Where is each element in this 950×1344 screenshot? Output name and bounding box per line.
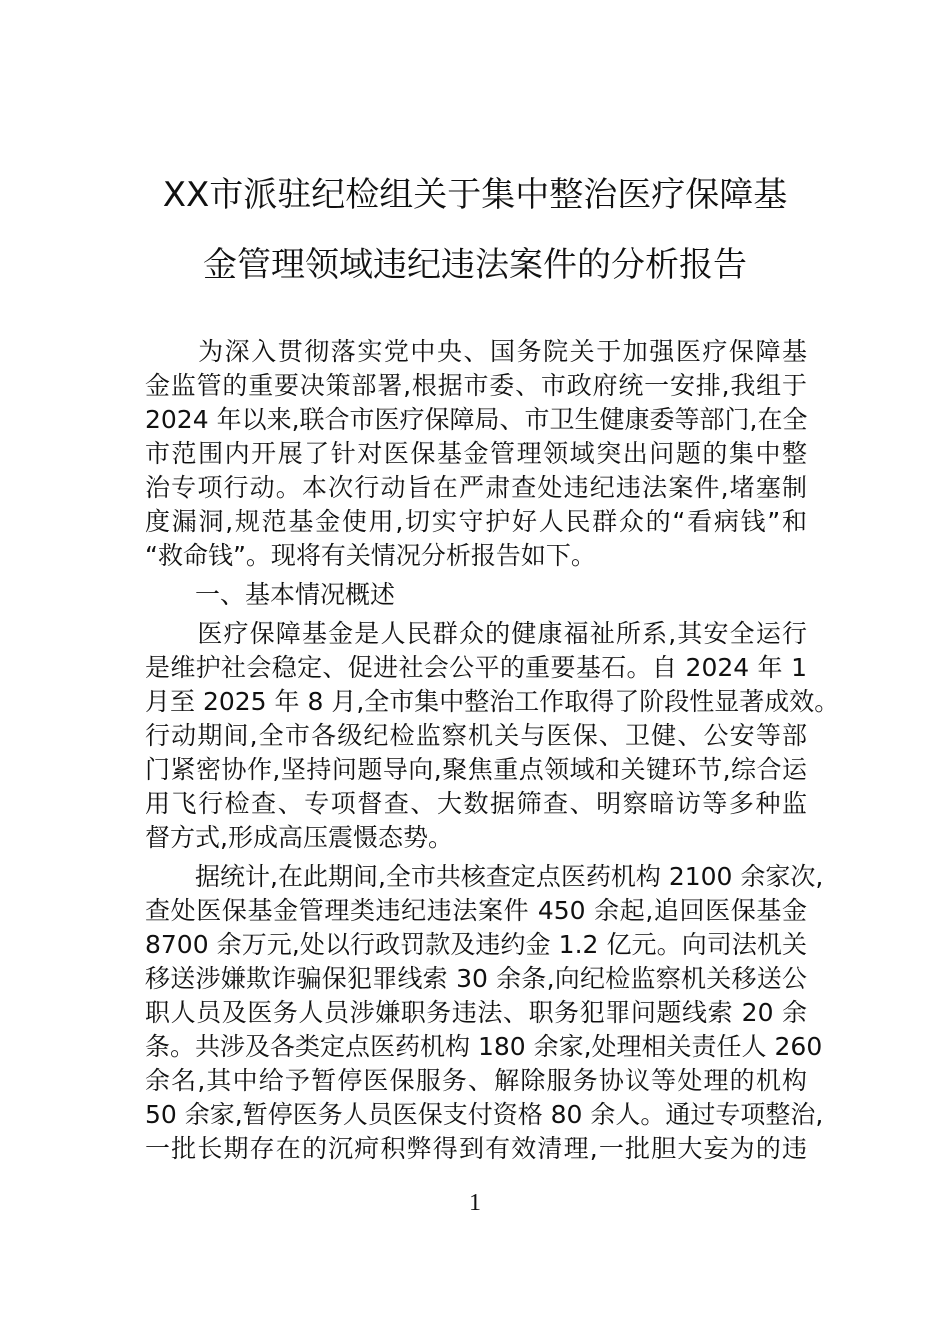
text-line: 职人员及医务人员涉嫌职务违法、职务犯罪问题线索 20 余: [145, 998, 807, 1027]
text-line: 为深入贯彻落实党中央、国务院关于加强医疗保障基: [145, 337, 807, 366]
text-line: 行动期间,全市各级纪检监察机关与医保、卫健、公安等部: [145, 721, 807, 750]
text-line: 50 余家,暂停医务人员医保支付资格 80 余人。通过专项整治,: [145, 1100, 824, 1129]
text-line: 一批长期存在的沉疴积弊得到有效清理,一批胆大妄为的违: [145, 1134, 807, 1163]
overview-paragraph: [145, 617, 840, 855]
text-line: 治专项行动。本次行动旨在严肃查处违纪违法案件,堵塞制: [145, 473, 807, 502]
document-title-line-1: XX市派驻纪检组关于集中整治医疗保障基: [162, 175, 788, 215]
text-line: 移送涉嫌欺诈骗保犯罪线索 30 余条,向纪检监察机关移送公: [145, 964, 807, 993]
text-line: 月至 2025 年 8 月,全市集中整治工作取得了阶段性显著成效。: [145, 687, 840, 716]
text-line: 查处医保基金管理类违纪违法案件 450 余起,追回医保基金: [145, 896, 807, 925]
text-line: 2024 年以来,联合市医疗保障局、市卫生健康委等部门,在全: [145, 405, 808, 434]
text-line: “救命钱”。现将有关情况分析报告如下。: [145, 541, 596, 570]
text-line: 一、基本情况概述: [145, 580, 396, 609]
section-heading: [145, 578, 807, 612]
text-line: 用飞行检查、专项督查、大数据筛查、明察暗访等多种监: [145, 789, 807, 818]
text-line: 据统计,在此期间,全市共核查定点医药机构 2100 余家次,: [145, 862, 824, 891]
text-line: 门紧密协作,坚持问题导向,聚焦重点领域和关键环节,综合运: [145, 755, 807, 784]
text-line: 条。共涉及各类定点医药机构 180 余家,处理相关责任人 260: [145, 1032, 823, 1061]
text-line: 金监管的重要决策部署,根据市委、市政府统一安排,我组于: [145, 371, 807, 400]
text-line: 市范围内开展了针对医保基金管理领域突出问题的集中整: [145, 439, 807, 468]
document-title-line-2: 金管理领域违纪违法案件的分析报告: [203, 245, 747, 285]
text-line: 是维护社会稳定、促进社会公平的重要基石。自 2024 年 1: [145, 653, 807, 682]
text-line: 8700 余万元,处以行政罚款及违约金 1.2 亿元。向司法机关: [145, 930, 807, 959]
page-number: 1: [469, 1190, 481, 1216]
statistics-paragraph: [145, 860, 824, 1166]
text-line: 督方式,形成高压震慑态势。: [145, 823, 453, 852]
text-line: 度漏洞,规范基金使用,切实守护好人民群众的“看病钱”和: [145, 507, 807, 536]
document-body: [145, 335, 840, 1171]
text-line: 余名,其中给予暂停医保服务、解除服务协议等处理的机构: [145, 1066, 807, 1095]
text-line: 医疗保障基金是人民群众的健康福祉所系,其安全运行: [145, 619, 807, 648]
intro-paragraph: [145, 335, 807, 573]
